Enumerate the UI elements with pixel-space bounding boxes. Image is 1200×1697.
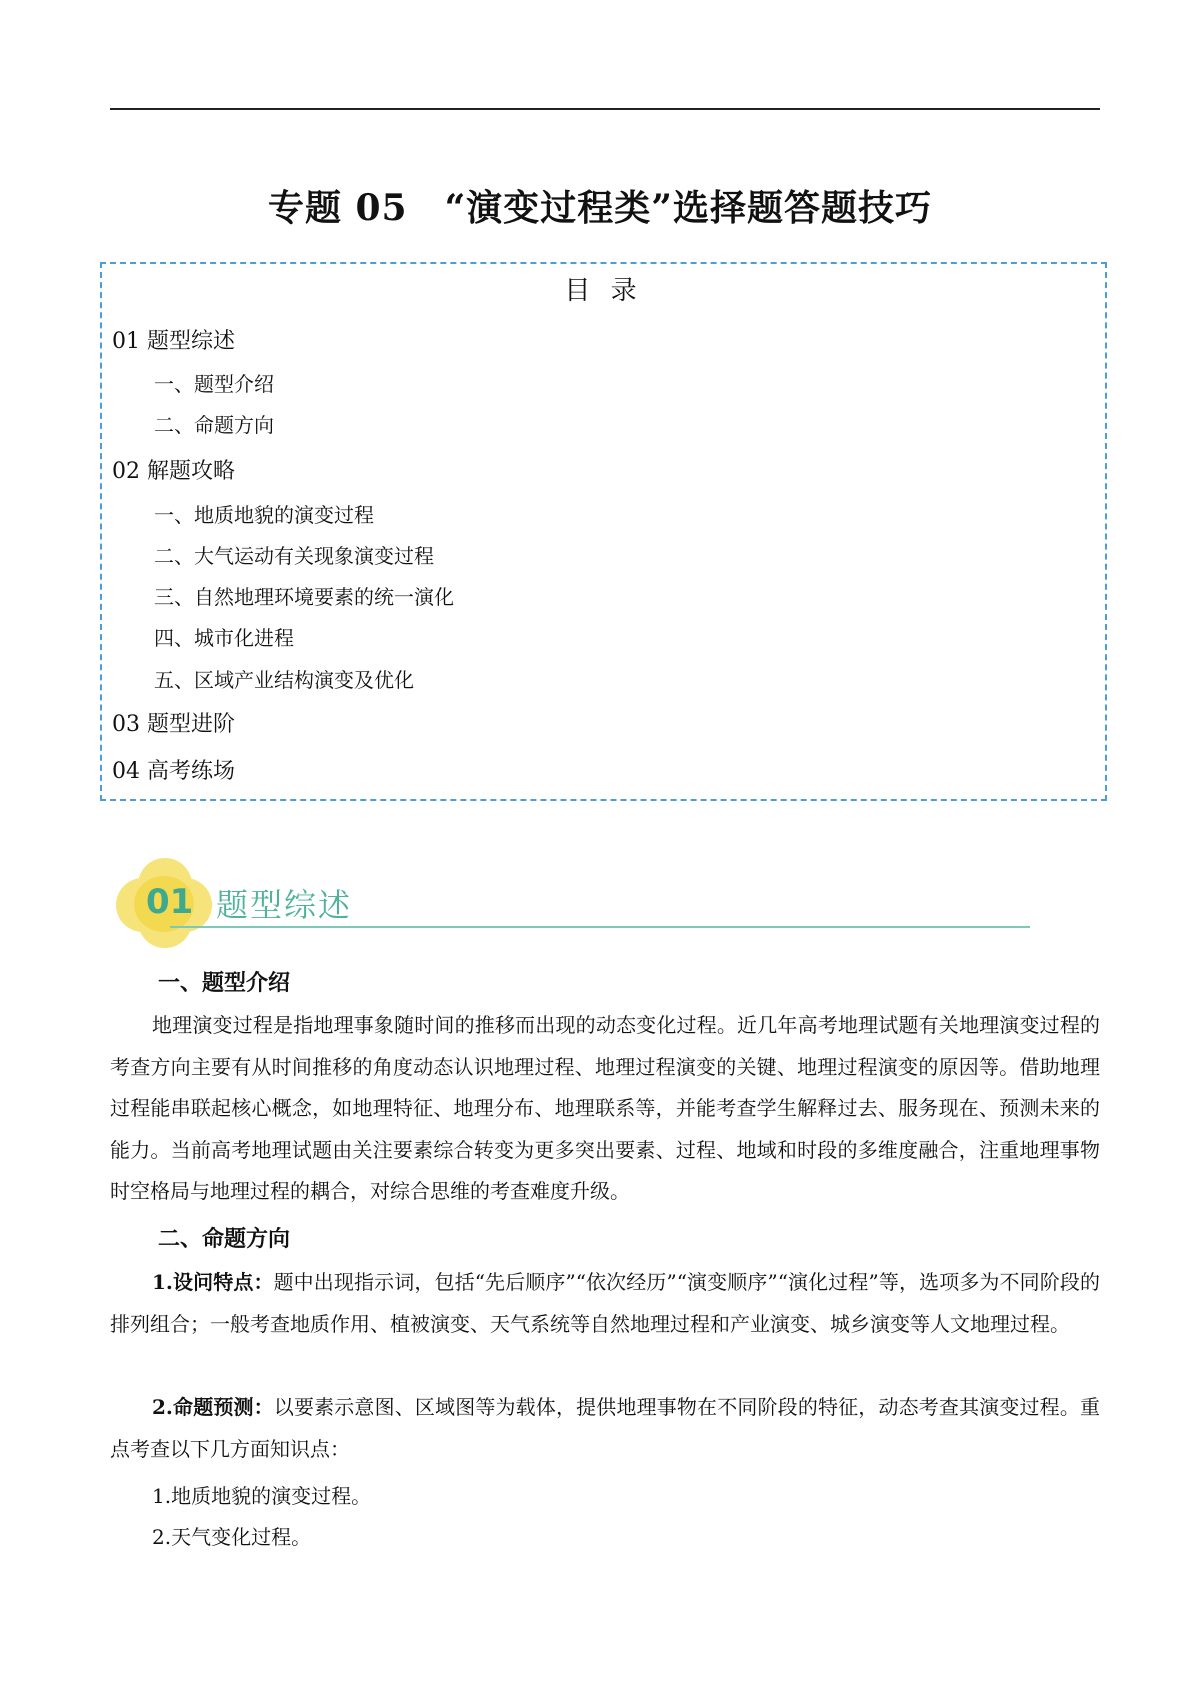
document-title: 专题 05 “演变过程类”选择题答题技巧 (267, 187, 933, 229)
toc-item[interactable]: 五、区域产业结构演变及优化 (154, 668, 414, 692)
question-features-lead: 1.设问特点： (152, 1270, 274, 1294)
section-rule (170, 926, 1030, 928)
toc-item[interactable]: 一、题型介绍 (154, 372, 274, 396)
toc-item[interactable]: 一、地质地貌的演变过程 (154, 503, 374, 527)
section-number: 01 (146, 882, 194, 922)
toc-item[interactable]: 二、命题方向 (154, 413, 274, 437)
table-of-contents (100, 262, 1107, 801)
prediction-lead: 2.命题预测： (152, 1395, 274, 1419)
list-item: 2.天气变化过程。 (152, 1525, 312, 1549)
subsection-heading-direction: 二、命题方向 (158, 1227, 291, 1252)
prediction-paragraph (110, 1387, 1100, 1470)
toc-item[interactable]: 四、城市化进程 (154, 626, 294, 650)
prediction-body: 以要素示意图、区域图等为载体，提供地理事物在不同阶段的特征，动态考查其演变过程。重点考查以下几方面知识点： (110, 1395, 1100, 1461)
section-banner (116, 858, 1036, 948)
intro-paragraph: 地理演变过程是指地理事象随时间的推移而出现的动态变化过程。近几年高考地理试题有关地理演变过程的考查方向主要有从时间推移的角度动态认识地理过程、地理过程演变的关键、地理过程演变的原因等。借助地理过程能串联起核心概念，如地理特征、地理分布、地理联系等，并能考查学生解释过去、服务现在、预测未来的能力。当前高考地理试题由关注要素综合转变为更多突出要素、过程、地域和时段的多维度融合，注重地理事物时空格局与地理过程的耦合，对综合思维的考查难度升级。 (110, 1013, 1100, 1203)
toc-item[interactable]: 03 题型进阶 (112, 712, 235, 737)
section-title: 题型综述 (216, 886, 353, 924)
toc-item[interactable]: 二、大气运动有关现象演变过程 (154, 544, 434, 568)
toc-item[interactable]: 三、自然地理环境要素的统一演化 (154, 585, 454, 609)
toc-item[interactable]: 02 解题攻略 (112, 459, 235, 484)
question-features-paragraph (110, 1262, 1100, 1345)
toc-heading: 目 录 (564, 276, 643, 306)
subsection-heading-intro: 一、题型介绍 (158, 971, 291, 996)
list-item: 1.地质地貌的演变过程。 (152, 1484, 372, 1508)
toc-item[interactable]: 04 高考练场 (112, 759, 235, 784)
question-features-body: 题中出现指示词，包括“先后顺序”“依次经历”“演变顺序”“演化过程”等，选项多为不同阶段的排列组合；一般考查地质作用、植被演变、天气系统等自然地理过程和产业演变、城乡演变等人文地理过程。 (110, 1270, 1100, 1336)
header-rule (110, 108, 1100, 110)
toc-item[interactable]: 01 题型综述 (112, 329, 235, 354)
